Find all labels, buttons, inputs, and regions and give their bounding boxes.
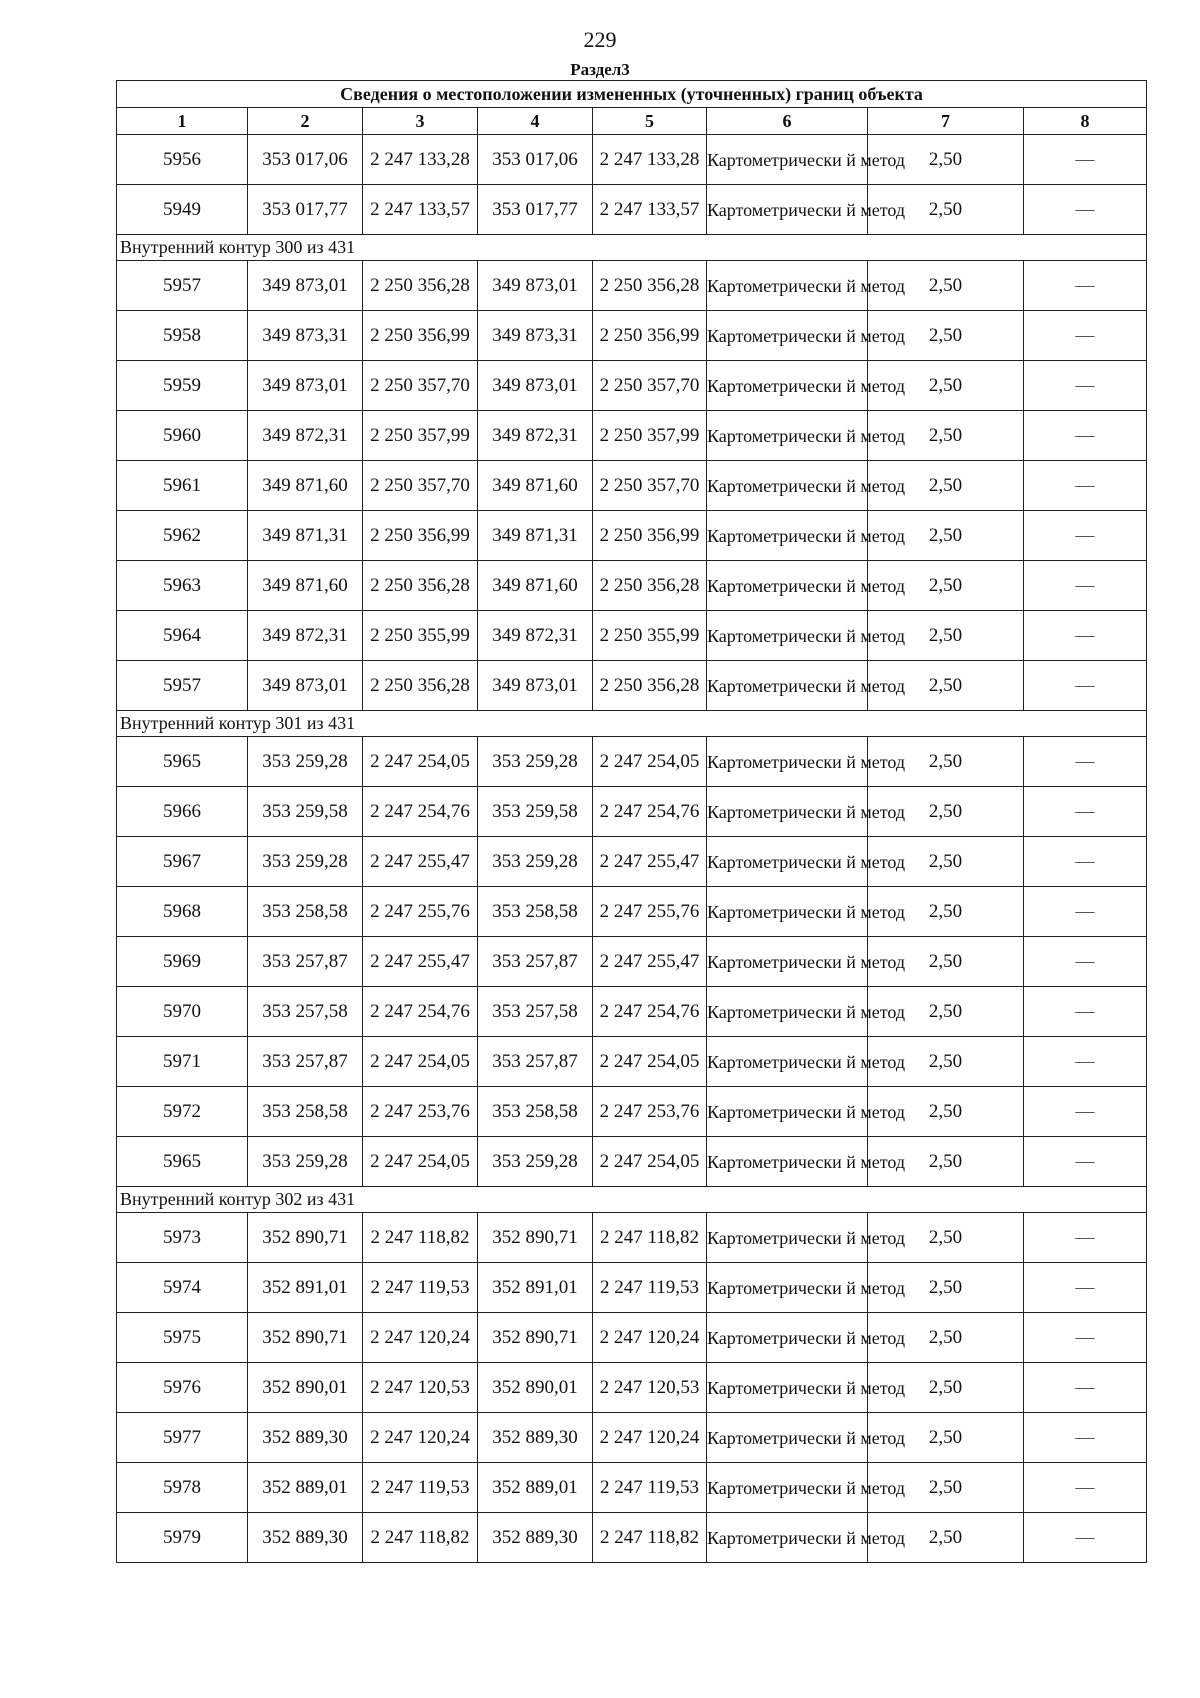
cell-point-number: 5956 [117,135,248,185]
cell-x-new: 349 871,31 [478,511,593,561]
cell-method: Картометрически й метод [707,1313,868,1363]
cell-y-old: 2 247 254,05 [363,1137,478,1187]
cell-x-old: 352 889,30 [248,1413,363,1463]
cell-accuracy: 2,50 [868,411,1024,461]
column-number-row [117,108,1147,135]
cell-x-new: 353 259,28 [478,1137,593,1187]
cell-method: Картометрически й метод [707,1463,868,1513]
cell-y-new: 2 247 254,05 [593,1137,707,1187]
cell-accuracy: 2,50 [868,1463,1024,1513]
cell-point-number: 5958 [117,311,248,361]
cell-description: — [1024,1363,1147,1413]
cell-x-old: 353 257,87 [248,937,363,987]
cell-method: Картометрически й метод [707,361,868,411]
column-number-4: 4 [478,108,593,135]
table-row [117,937,1147,987]
table-row [117,461,1147,511]
cell-method: Картометрически й метод [707,787,868,837]
cell-method: Картометрически й метод [707,1087,868,1137]
cell-description: — [1024,1263,1147,1313]
cell-x-old: 352 890,71 [248,1313,363,1363]
table-row [117,1263,1147,1313]
cell-accuracy: 2,50 [868,261,1024,311]
cell-method: Картометрически й метод [707,1037,868,1087]
cell-method: Картометрически й метод [707,1213,868,1263]
cell-description: — [1024,411,1147,461]
cell-y-new: 2 247 254,76 [593,987,707,1037]
cell-accuracy: 2,50 [868,887,1024,937]
cell-x-old: 353 258,58 [248,887,363,937]
cell-x-new: 349 872,31 [478,611,593,661]
cell-y-new: 2 247 133,57 [593,185,707,235]
cell-x-new: 352 889,01 [478,1463,593,1513]
cell-accuracy: 2,50 [868,1037,1024,1087]
cell-y-new: 2 247 254,76 [593,787,707,837]
cell-method: Картометрически й метод [707,511,868,561]
cell-point-number: 5964 [117,611,248,661]
cell-x-old: 349 871,60 [248,561,363,611]
cell-y-new: 2 247 255,76 [593,887,707,937]
cell-accuracy: 2,50 [868,511,1024,561]
cell-x-old: 352 889,30 [248,1513,363,1563]
cell-description: — [1024,1413,1147,1463]
cell-y-old: 2 250 357,70 [363,461,478,511]
cell-point-number: 5971 [117,1037,248,1087]
cell-point-number: 5959 [117,361,248,411]
cell-method: Картометрически й метод [707,311,868,361]
cell-description: — [1024,561,1147,611]
table-row [117,311,1147,361]
cell-accuracy: 2,50 [868,737,1024,787]
cell-x-new: 349 872,31 [478,411,593,461]
cell-description: — [1024,837,1147,887]
cell-description: — [1024,1037,1147,1087]
cell-accuracy: 2,50 [868,1137,1024,1187]
cell-description: — [1024,1313,1147,1363]
cell-method: Картометрически й метод [707,987,868,1037]
cell-point-number: 5957 [117,261,248,311]
cell-x-old: 353 257,87 [248,1037,363,1087]
contour-label: Внутренний контур 302 из 431 [117,1187,1147,1213]
cell-x-new: 353 257,87 [478,1037,593,1087]
cell-point-number: 5975 [117,1313,248,1363]
cell-x-new: 352 889,30 [478,1513,593,1563]
cell-point-number: 5962 [117,511,248,561]
cell-description: — [1024,787,1147,837]
section-label: Раздел3 [570,60,630,79]
cell-y-new: 2 250 356,28 [593,661,707,711]
cell-x-new: 353 017,06 [478,135,593,185]
cell-y-new: 2 247 253,76 [593,1087,707,1137]
cell-description: — [1024,511,1147,561]
cell-method: Картометрически й метод [707,1363,868,1413]
cell-point-number: 5974 [117,1263,248,1313]
cell-x-old: 353 017,06 [248,135,363,185]
cell-point-number: 5972 [117,1087,248,1137]
table-row [117,1313,1147,1363]
cell-description: — [1024,661,1147,711]
table-row [117,661,1147,711]
cell-description: — [1024,185,1147,235]
cell-method: Картометрически й метод [707,837,868,887]
cell-y-old: 2 247 133,28 [363,135,478,185]
cell-x-new: 352 890,71 [478,1313,593,1363]
cell-method: Картометрически й метод [707,1413,868,1463]
cell-x-new: 349 873,01 [478,361,593,411]
cell-x-new: 353 258,58 [478,887,593,937]
cell-method: Картометрически й метод [707,661,868,711]
cell-accuracy: 2,50 [868,1313,1024,1363]
column-number-8: 8 [1024,108,1147,135]
cell-y-old: 2 250 356,99 [363,311,478,361]
table-row [117,837,1147,887]
cell-accuracy: 2,50 [868,937,1024,987]
cell-x-new: 349 871,60 [478,561,593,611]
cell-accuracy: 2,50 [868,561,1024,611]
cell-x-old: 353 257,58 [248,987,363,1037]
cell-x-new: 352 890,01 [478,1363,593,1413]
cell-accuracy: 2,50 [868,611,1024,661]
cell-description: — [1024,261,1147,311]
cell-point-number: 5965 [117,1137,248,1187]
table-row [117,411,1147,461]
table-row [117,361,1147,411]
cell-accuracy: 2,50 [868,1363,1024,1413]
cell-y-new: 2 247 254,05 [593,737,707,787]
cell-accuracy: 2,50 [868,837,1024,887]
cell-x-old: 349 873,01 [248,361,363,411]
cell-point-number: 5949 [117,185,248,235]
cell-x-old: 349 873,01 [248,661,363,711]
table-row [117,1363,1147,1413]
table-title: Сведения о местоположении измененных (уточненных) границ объекта [117,81,1147,108]
cell-y-new: 2 247 118,82 [593,1513,707,1563]
cell-description: — [1024,937,1147,987]
cell-method: Картометрически й метод [707,1137,868,1187]
table-row [117,1513,1147,1563]
cell-x-new: 353 259,28 [478,837,593,887]
cell-method: Картометрически й метод [707,611,868,661]
table-row [117,887,1147,937]
cell-x-new: 353 017,77 [478,185,593,235]
table-row [117,1463,1147,1513]
contour-header-row [117,235,1147,261]
cell-y-old: 2 247 118,82 [363,1213,478,1263]
cell-y-old: 2 247 119,53 [363,1463,478,1513]
cell-accuracy: 2,50 [868,1213,1024,1263]
cell-description: — [1024,737,1147,787]
cell-x-old: 352 889,01 [248,1463,363,1513]
cell-x-new: 353 257,87 [478,937,593,987]
cell-y-old: 2 247 120,24 [363,1313,478,1363]
cell-y-old: 2 247 255,47 [363,837,478,887]
cell-x-new: 353 259,28 [478,737,593,787]
cell-y-new: 2 247 119,53 [593,1463,707,1513]
cell-x-old: 352 890,01 [248,1363,363,1413]
cell-y-old: 2 250 357,99 [363,411,478,461]
cell-point-number: 5973 [117,1213,248,1263]
cell-y-old: 2 250 356,28 [363,261,478,311]
cell-accuracy: 2,50 [868,1413,1024,1463]
cell-point-number: 5960 [117,411,248,461]
cell-y-old: 2 247 255,47 [363,937,478,987]
column-number-5: 5 [593,108,707,135]
cell-accuracy: 2,50 [868,185,1024,235]
cell-method: Картометрически й метод [707,185,868,235]
cell-x-new: 349 871,60 [478,461,593,511]
cell-y-new: 2 247 118,82 [593,1213,707,1263]
cell-point-number: 5961 [117,461,248,511]
cell-y-old: 2 250 356,28 [363,561,478,611]
cell-accuracy: 2,50 [868,461,1024,511]
cell-x-old: 352 890,71 [248,1213,363,1263]
table-row [117,1137,1147,1187]
cell-x-new: 353 258,58 [478,1087,593,1137]
cell-y-new: 2 250 357,99 [593,411,707,461]
cell-x-old: 353 259,28 [248,837,363,887]
cell-y-new: 2 247 255,47 [593,837,707,887]
cell-x-old: 349 872,31 [248,611,363,661]
table-row [117,511,1147,561]
cell-y-new: 2 250 356,99 [593,311,707,361]
cell-x-old: 352 891,01 [248,1263,363,1313]
cell-y-old: 2 247 254,76 [363,987,478,1037]
cell-accuracy: 2,50 [868,787,1024,837]
cell-method: Картометрически й метод [707,1513,868,1563]
cell-accuracy: 2,50 [868,361,1024,411]
cell-y-old: 2 247 120,53 [363,1363,478,1413]
table-row [117,1037,1147,1087]
cell-description: — [1024,361,1147,411]
cell-y-old: 2 250 356,28 [363,661,478,711]
column-number-6: 6 [707,108,868,135]
column-number-2: 2 [248,108,363,135]
table-row [117,1413,1147,1463]
contour-label: Внутренний контур 300 из 431 [117,235,1147,261]
cell-point-number: 5968 [117,887,248,937]
cell-description: — [1024,461,1147,511]
cell-y-new: 2 247 120,24 [593,1313,707,1363]
cell-x-old: 353 017,77 [248,185,363,235]
cell-x-new: 349 873,01 [478,661,593,711]
cell-y-new: 2 250 357,70 [593,461,707,511]
cell-method: Картометрически й метод [707,135,868,185]
cell-y-old: 2 247 118,82 [363,1513,478,1563]
cell-point-number: 5977 [117,1413,248,1463]
cell-x-old: 349 873,01 [248,261,363,311]
contour-header-row [117,711,1147,737]
column-number-3: 3 [363,108,478,135]
table-body [117,135,1147,1563]
cell-y-old: 2 250 356,99 [363,511,478,561]
cell-x-old: 349 871,60 [248,461,363,511]
cell-y-old: 2 247 133,57 [363,185,478,235]
table-row [117,561,1147,611]
cell-x-old: 353 259,58 [248,787,363,837]
cell-point-number: 5966 [117,787,248,837]
cell-x-new: 353 259,58 [478,787,593,837]
contour-label: Внутренний контур 301 из 431 [117,711,1147,737]
cell-point-number: 5963 [117,561,248,611]
cell-y-old: 2 250 355,99 [363,611,478,661]
cell-point-number: 5965 [117,737,248,787]
column-number-7: 7 [868,108,1024,135]
cell-point-number: 5976 [117,1363,248,1413]
cell-point-number: 5967 [117,837,248,887]
cell-x-new: 353 257,58 [478,987,593,1037]
cell-x-new: 349 873,31 [478,311,593,361]
cell-y-old: 2 247 254,05 [363,737,478,787]
cell-method: Картометрически й метод [707,411,868,461]
cell-description: — [1024,135,1147,185]
cell-description: — [1024,1513,1147,1563]
cell-x-new: 352 891,01 [478,1263,593,1313]
cell-description: — [1024,1087,1147,1137]
cell-method: Картометрически й метод [707,561,868,611]
cell-method: Картометрически й метод [707,261,868,311]
cell-y-new: 2 247 119,53 [593,1263,707,1313]
cell-y-new: 2 250 356,28 [593,561,707,611]
cell-x-old: 349 872,31 [248,411,363,461]
cell-y-old: 2 247 253,76 [363,1087,478,1137]
cell-y-new: 2 250 355,99 [593,611,707,661]
cell-y-new: 2 247 120,24 [593,1413,707,1463]
cell-point-number: 5957 [117,661,248,711]
page-number: 229 [583,27,617,52]
cell-description: — [1024,611,1147,661]
cell-y-old: 2 247 254,76 [363,787,478,837]
cell-method: Картометрически й метод [707,937,868,987]
cell-y-new: 2 247 120,53 [593,1363,707,1413]
table-row [117,787,1147,837]
cell-accuracy: 2,50 [868,1263,1024,1313]
boundary-coordinates-table [116,80,1147,1563]
cell-y-new: 2 247 133,28 [593,135,707,185]
cell-point-number: 5970 [117,987,248,1037]
cell-y-new: 2 247 255,47 [593,937,707,987]
cell-accuracy: 2,50 [868,661,1024,711]
cell-y-old: 2 247 119,53 [363,1263,478,1313]
cell-accuracy: 2,50 [868,135,1024,185]
cell-accuracy: 2,50 [868,987,1024,1037]
cell-method: Картометрически й метод [707,887,868,937]
cell-x-new: 349 873,01 [478,261,593,311]
cell-point-number: 5978 [117,1463,248,1513]
table-row [117,987,1147,1037]
cell-accuracy: 2,50 [868,311,1024,361]
cell-description: — [1024,1213,1147,1263]
cell-method: Картометрически й метод [707,1263,868,1313]
contour-header-row [117,1187,1147,1213]
cell-x-new: 352 890,71 [478,1213,593,1263]
cell-description: — [1024,887,1147,937]
cell-x-old: 353 258,58 [248,1087,363,1137]
cell-y-new: 2 250 357,70 [593,361,707,411]
column-number-1: 1 [117,108,248,135]
cell-description: — [1024,987,1147,1037]
cell-x-old: 353 259,28 [248,737,363,787]
table-row [117,261,1147,311]
table-row [117,611,1147,661]
cell-description: — [1024,1463,1147,1513]
cell-y-new: 2 250 356,28 [593,261,707,311]
cell-y-new: 2 247 254,05 [593,1037,707,1087]
cell-method: Картометрически й метод [707,461,868,511]
table-row [117,737,1147,787]
cell-point-number: 5979 [117,1513,248,1563]
cell-x-old: 349 871,31 [248,511,363,561]
table-row [117,185,1147,235]
cell-y-new: 2 250 356,99 [593,511,707,561]
cell-y-old: 2 250 357,70 [363,361,478,411]
cell-x-old: 353 259,28 [248,1137,363,1187]
cell-y-old: 2 247 120,24 [363,1413,478,1463]
cell-method: Картометрически й метод [707,737,868,787]
table-row [117,135,1147,185]
cell-accuracy: 2,50 [868,1087,1024,1137]
cell-x-new: 352 889,30 [478,1413,593,1463]
cell-description: — [1024,311,1147,361]
cell-y-old: 2 247 254,05 [363,1037,478,1087]
table-row [117,1213,1147,1263]
cell-point-number: 5969 [117,937,248,987]
cell-accuracy: 2,50 [868,1513,1024,1563]
table-row [117,1087,1147,1137]
cell-x-old: 349 873,31 [248,311,363,361]
cell-y-old: 2 247 255,76 [363,887,478,937]
cell-description: — [1024,1137,1147,1187]
